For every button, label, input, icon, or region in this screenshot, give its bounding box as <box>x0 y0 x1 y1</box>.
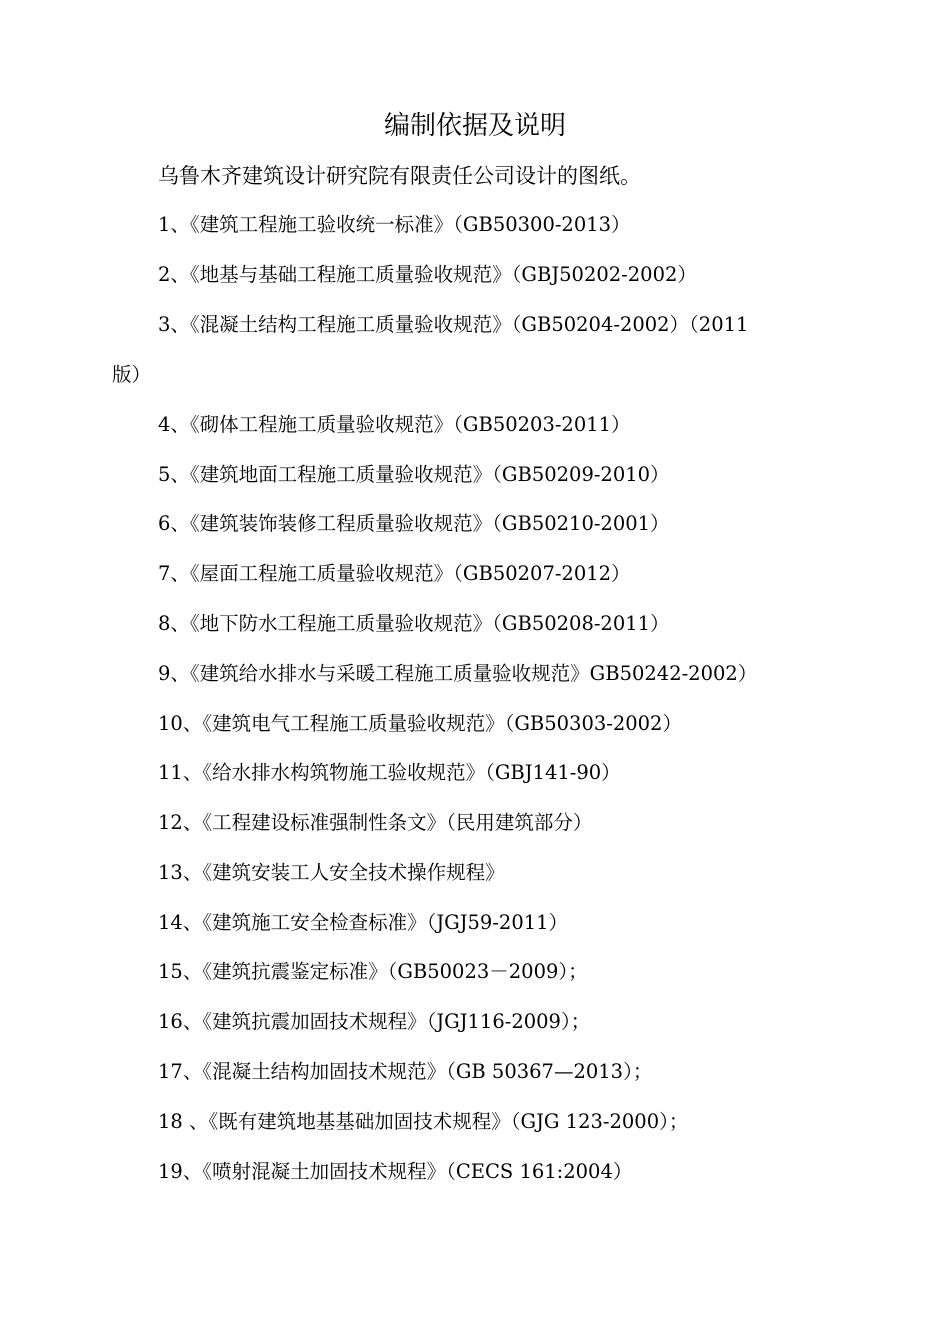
reference-item-3-continuation: 版） <box>112 363 152 386</box>
reference-item-17: 17、《混凝土结构加固技术规范》（GB 50367—2013）； <box>158 1060 653 1083</box>
reference-item-2: 2、《地基与基础工程施工质量验收规范》（GBJ50202-2002） <box>158 263 697 286</box>
reference-item-4: 4、《砌体工程施工质量验收规范》（GB50203-2011） <box>158 413 631 436</box>
reference-item-12: 12、《工程建设标准强制性条文》（民用建筑部分） <box>158 811 593 834</box>
reference-item-16: 16、《建筑抗震加固技术规程》（JGJ116-2009）； <box>158 1010 591 1033</box>
intro-paragraph: 乌鲁木齐建筑设计研究院有限责任公司设计的图纸。 <box>158 164 641 188</box>
reference-item-5: 5、《建筑地面工程施工质量验收规范》（GB50209-2010） <box>158 463 670 486</box>
reference-item-9: 9、《建筑给水排水与采暖工程施工质量验收规范》GB50242-2002） <box>158 662 758 685</box>
reference-item-18: 18 、《既有建筑地基基础加固技术规程》（GJG 123-2000）； <box>158 1110 689 1133</box>
reference-item-3: 3、《混凝土结构工程施工质量验收规范》（GB50204-2002）（2011 <box>158 313 749 336</box>
reference-item-1: 1、《建筑工程施工验收统一标准》（GB50300-2013） <box>158 213 631 236</box>
reference-item-19: 19、《喷射混凝土加固技术规程》（CECS 161:2004） <box>158 1160 633 1183</box>
reference-item-10: 10、《建筑电气工程施工质量验收规范》（GB50303-2002） <box>158 712 682 735</box>
reference-item-14: 14、《建筑施工安全检查标准》（JGJ59-2011） <box>158 911 569 934</box>
reference-item-15: 15、《建筑抗震鉴定标准》（GB50023－2009）； <box>158 960 588 983</box>
reference-item-6: 6、《建筑装饰装修工程质量验收规范》（GB50210-2001） <box>158 512 670 535</box>
reference-item-13: 13、《建筑安装工人安全技术操作规程》 <box>158 861 505 884</box>
reference-item-8: 8、《地下防水工程施工质量验收规范》（GB50208-2011） <box>158 612 670 635</box>
document-title: 编制依据及说明 <box>383 111 566 141</box>
reference-item-11: 11、《给水排水构筑物施工验收规范》（GBJ141-90） <box>158 761 621 784</box>
reference-item-7: 7、《屋面工程施工质量验收规范》（GB50207-2012） <box>158 562 631 585</box>
